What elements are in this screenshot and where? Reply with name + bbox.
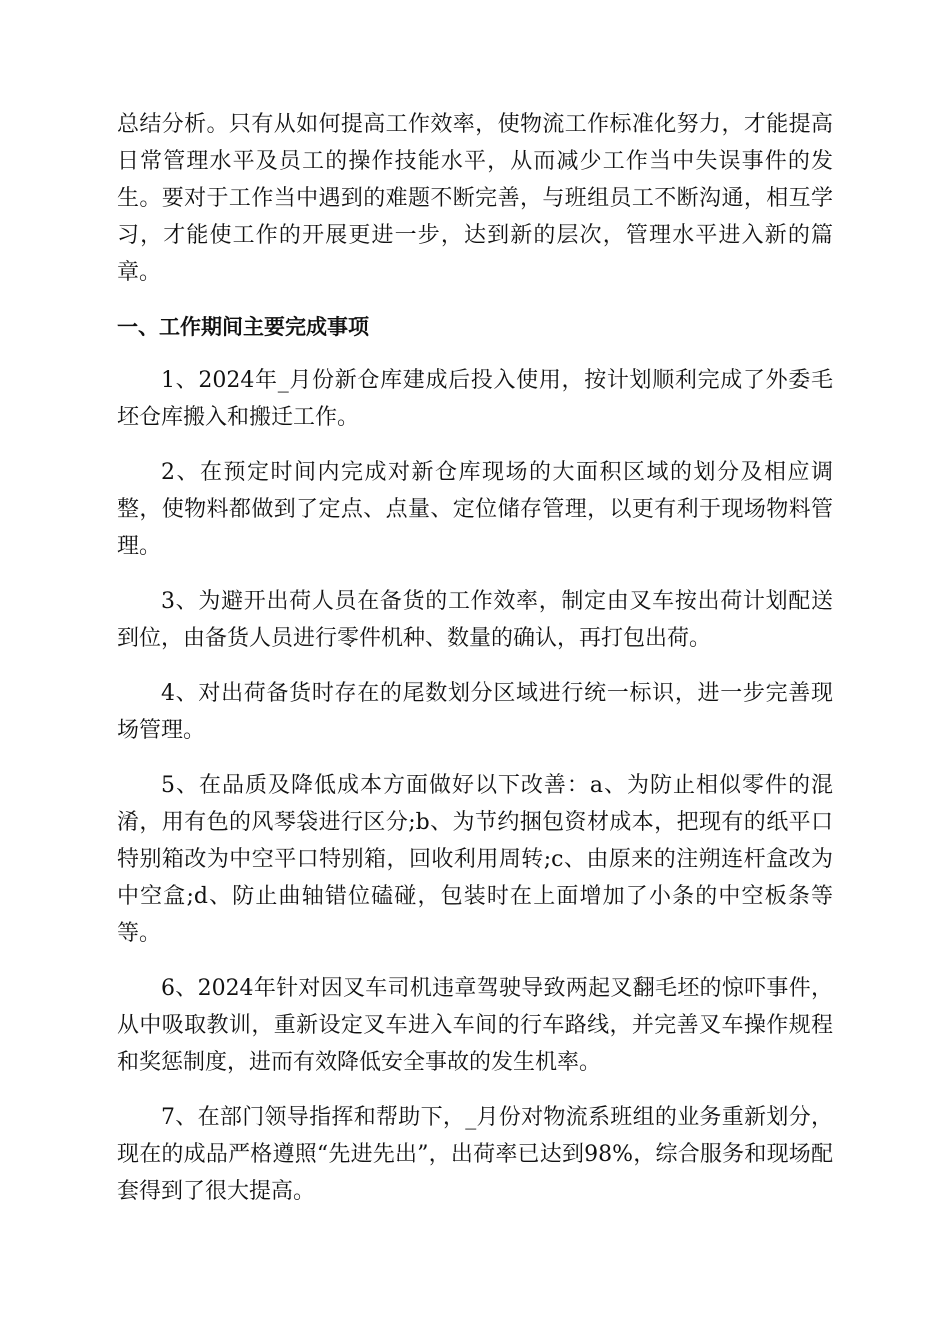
list-item: 2、在预定时间内完成对新仓库现场的大面积区域的划分及相应调整，使物料都做到了定点、点量、定位储存管理，以更有利于现场物料管理。	[117, 460, 833, 559]
list-item: 5、在品质及降低成本方面做好以下改善：a、为防止相似零件的混淆，用有色的风琴袋进行区分;b、为节约捆包资材成本，把现有的纸平口特别箱改为中空平口特别箱，回收利用周转;c、由原来的注朔连杆盒改为中空盒;d、防止曲轴错位磕碰，包装时在上面增加了小条的中空板条等等。	[117, 773, 833, 946]
list-item: 1、2024年_月份新仓库建成后投入使用，按计划顺利完成了外委毛坯仓库搬入和搬迁工作。	[117, 368, 833, 430]
document-body	[117, 106, 833, 1228]
section-heading: 一、工作期间主要完成事项	[117, 315, 369, 339]
list-item: 7、在部门领导指挥和帮助下，_月份对物流系班组的业务重新划分，现在的成品严格遵照“先进先出”，出荷率已达到98%，综合服务和现场配套得到了很大提高。	[117, 1105, 833, 1204]
intro-paragraph: 总结分析。只有从如何提高工作效率，使物流工作标准化努力，才能提高日常管理水平及员工的操作技能水平，从而减少工作当中失误事件的发生。要对于工作当中遇到的难题不断完善，与班组员工不断沟通，相互学习，才能使工作的开展更进一步，达到新的层次，管理水平进入新的篇章。	[117, 112, 833, 285]
list-item: 6、2024年针对因叉车司机违章驾驶导致两起叉翻毛坯的惊吓事件，从中吸取教训，重新设定叉车进入车间的行车路线，并完善叉车操作规程和奖惩制度，进而有效降低安全事故的发生机率。	[117, 976, 833, 1075]
list-item: 3、为避开出荷人员在备货的工作效率，制定由叉车按出荷计划配送到位，由备货人员进行零件机种、数量的确认，再打包出荷。	[117, 589, 833, 651]
list-item: 4、对出荷备货时存在的尾数划分区域进行统一标识，进一步完善现场管理。	[117, 681, 833, 743]
